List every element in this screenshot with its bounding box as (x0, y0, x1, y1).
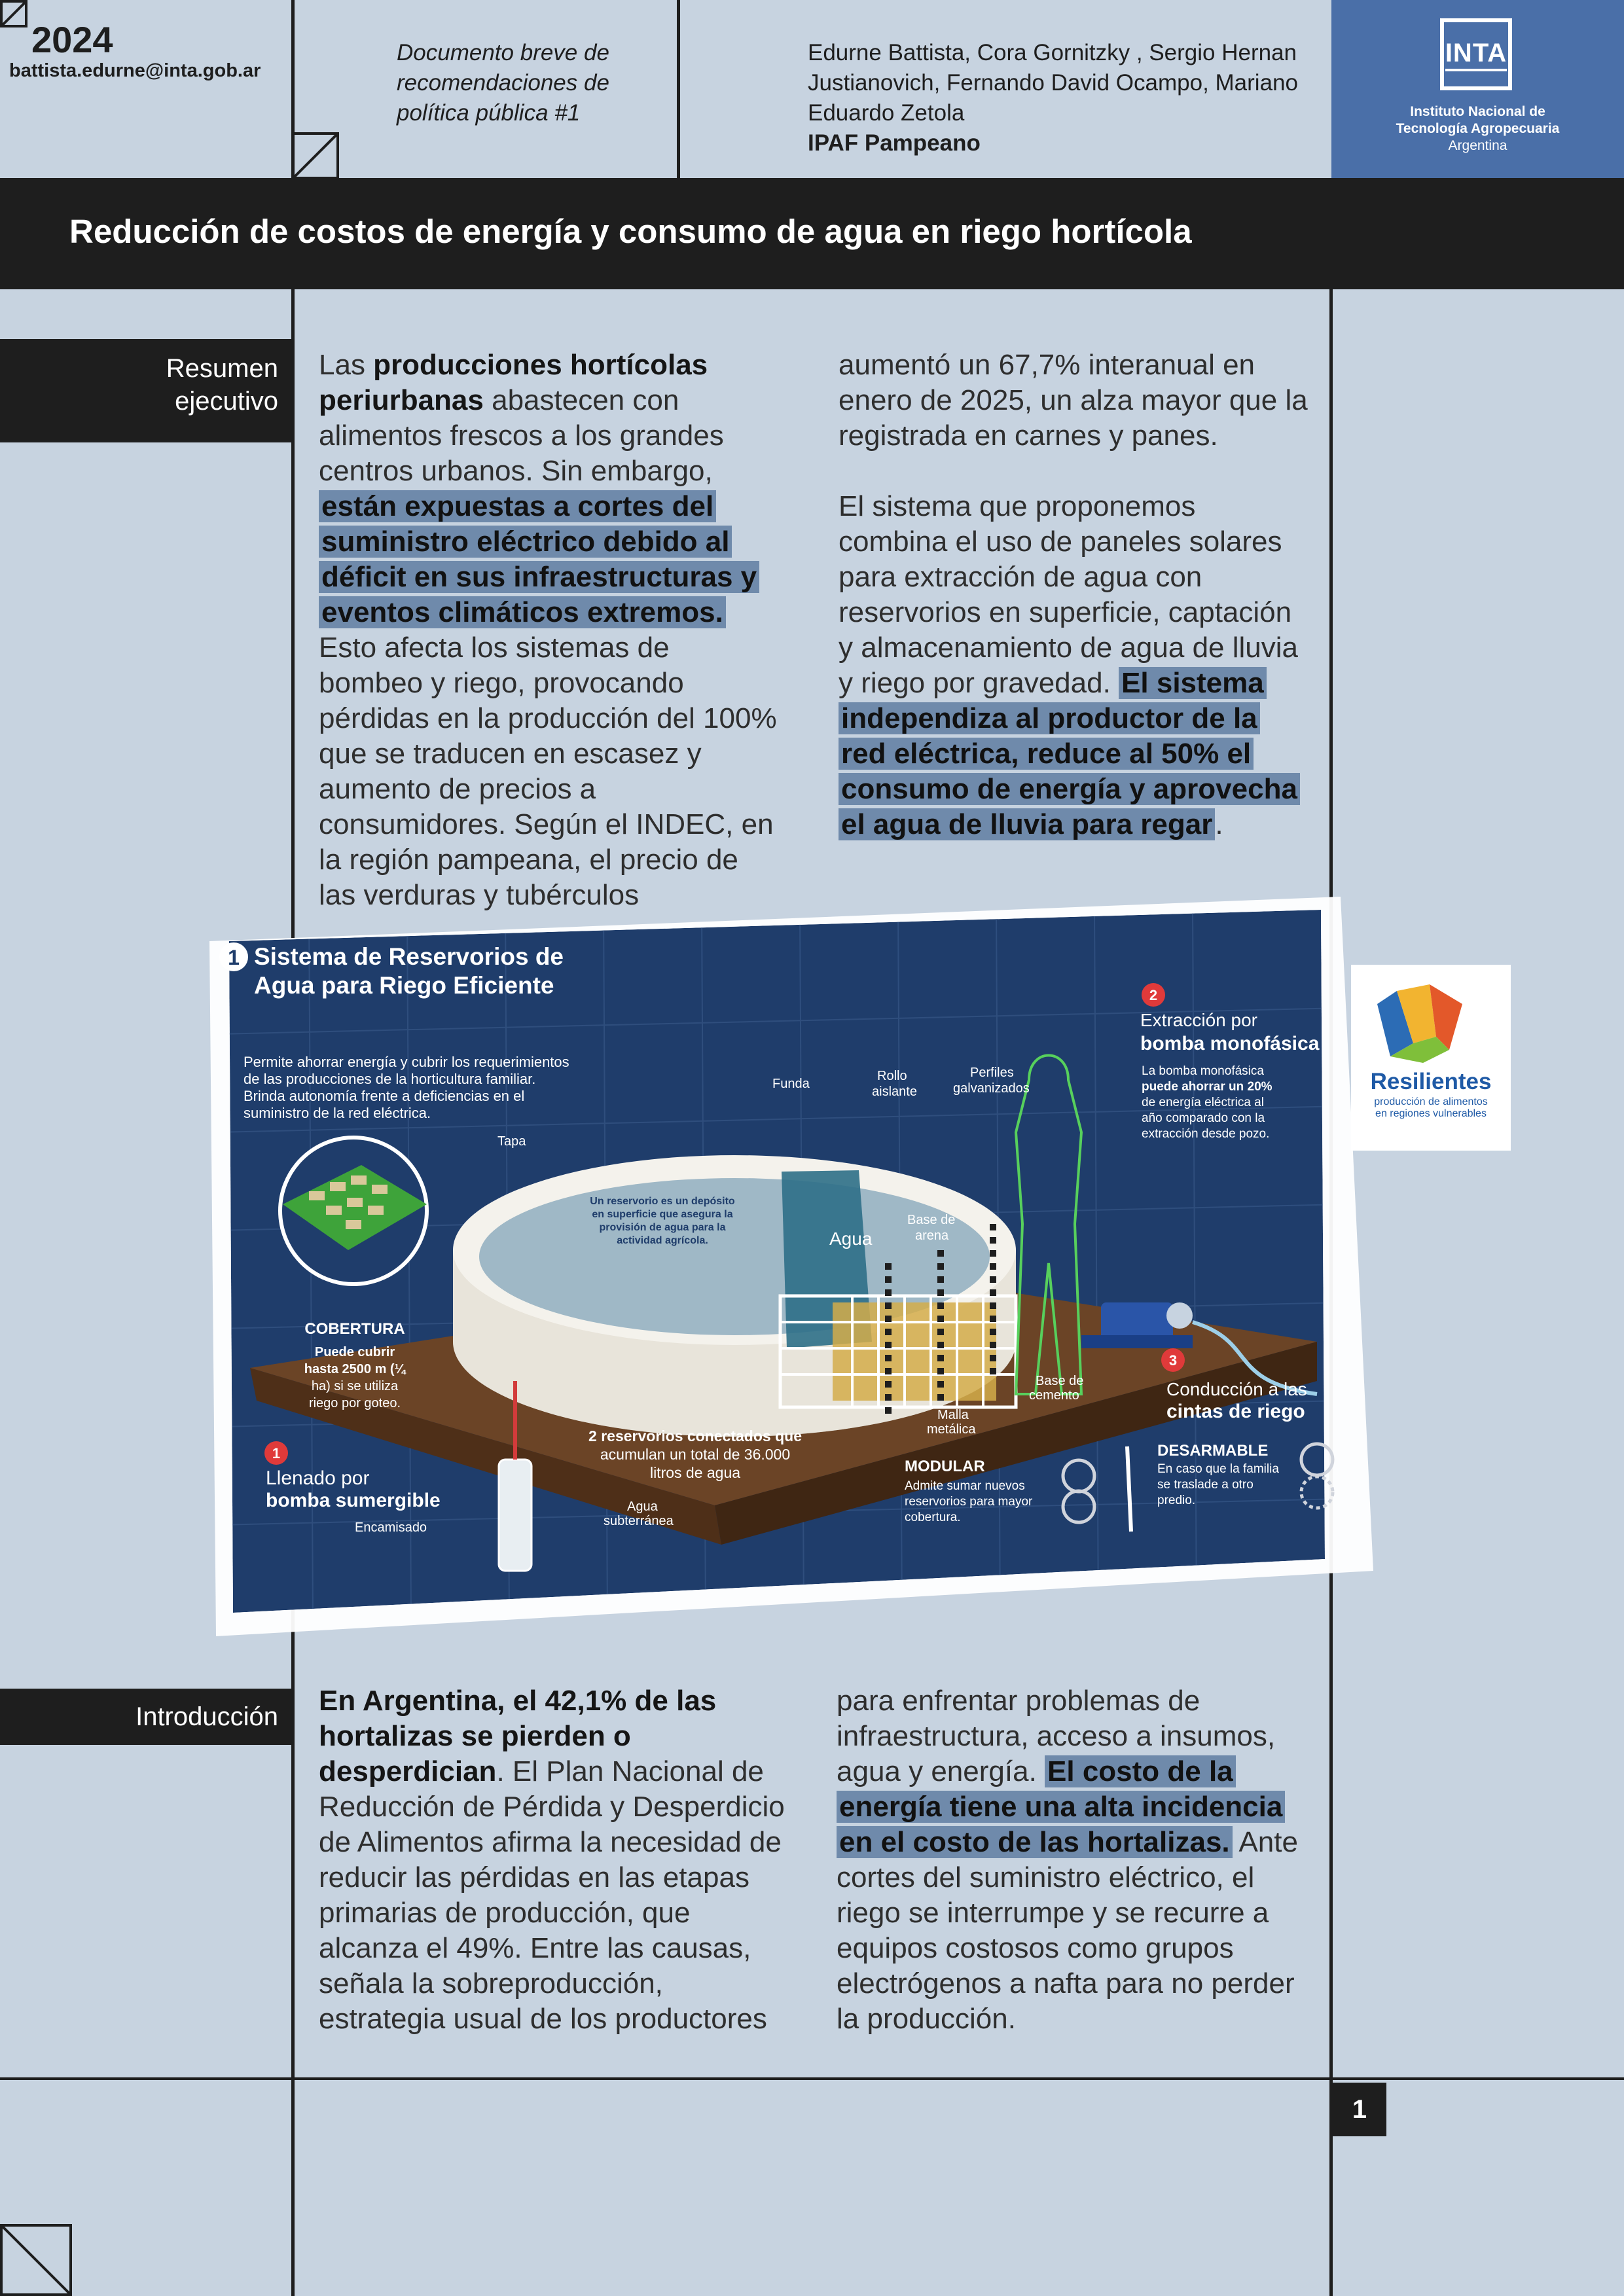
inta-logo-icon: INTA (1440, 18, 1512, 90)
label-extraccion: Extracción por (1140, 1010, 1257, 1030)
label-conduccion: cintas de riego (1166, 1401, 1305, 1422)
conectados-text: 2 reservorios conectados que (588, 1427, 802, 1444)
label-encamisado: Encamisado (355, 1520, 427, 1535)
bold-text: En Argentina, el 42,1% de las hortalizas se pierden o desperdician (319, 1685, 717, 1787)
label-llenado: Llenado por (266, 1467, 370, 1489)
label-base-cemento: cemento (1029, 1388, 1079, 1403)
highlighted-text: están expuestas a cortes del suministro eléctrico debido al déficit en sus infraestructuras y eventos climáticos extremos. (319, 490, 759, 628)
pump-text: La bomba monofásica (1142, 1064, 1264, 1078)
well-icon (499, 1460, 532, 1571)
label-funda: Funda (772, 1077, 810, 1091)
reservoir-definition: actividad agrícola. (617, 1235, 708, 1246)
document-type: Documento breve de recomendaciones de política pública #1 (397, 40, 609, 126)
label-malla: Malla (937, 1408, 969, 1422)
inta-caption: Instituto Nacional de Tecnología Agropecuaria Argentina (1396, 104, 1560, 153)
label-rollo: aislante (872, 1085, 917, 1099)
modular-text: cobertura. (905, 1511, 961, 1524)
label-tapa: Tapa (497, 1134, 526, 1149)
step-number: 2 (1149, 987, 1158, 1003)
reservoir-definition: en superficie que asegura la (592, 1209, 733, 1220)
resumen-column-2 (839, 348, 1310, 842)
title-bar (0, 178, 1624, 289)
infographic-title: Agua para Riego Eficiente (254, 972, 554, 999)
resilientes-logo-icon (1377, 984, 1462, 1063)
body-text: . El Plan Nacional de Reducción de Pérdida y Desperdicio de Alimentos afirma la necesidad de reducir las pérdidas en las etapas primarias de producción, que alcanza el 49%. Entre las causas, señala la sobreproducción, estrategia usual de los productores (319, 1755, 785, 2035)
label-desarmable: DESARMABLE (1157, 1442, 1269, 1460)
label-agua-subterranea: subterránea (604, 1514, 674, 1528)
label-base-arena: arena (915, 1229, 949, 1243)
label-cobertura: COBERTURA (304, 1320, 405, 1338)
label-rollo: Rollo (877, 1069, 907, 1083)
bold-text: producciones hortícolas periurbanas (319, 349, 708, 416)
corner-mark-icon (0, 0, 29, 29)
step-number: 3 (1168, 1352, 1178, 1369)
desarmable-text: se traslade a otro (1157, 1478, 1254, 1492)
resumen-column-1 (319, 348, 777, 913)
step-number: 1 (228, 946, 240, 969)
institute: IPAF Pampeano (808, 130, 981, 156)
label-malla: metálica (927, 1422, 976, 1437)
infographic-description: Permite ahorrar energía y cubrir los requerimientos (244, 1054, 569, 1070)
modular-text: Admite sumar nuevos (905, 1479, 1025, 1493)
frame-divider (677, 0, 680, 178)
intro-column-1 (319, 1683, 790, 2037)
body-text: para enfrentar problemas de infraestructura, acceso a insumos, agua y energía. (837, 1685, 1276, 1787)
label-base-cemento: Base de (1036, 1374, 1084, 1388)
body-text: El sistema que proponemos combina el uso de paneles solares para extracción de agua con reservorios en superficie, captación y almacenamiento de agua de lluvia y riego por gravedad. (839, 490, 1299, 699)
section-label-resumen: Resumen ejecutivo (0, 339, 291, 442)
body-text: Ante cortes del suministro eléctrico, el riego se interrumpe y se recurre a equipos costosos como grupos electrógenos a nafta para no perder la producción. (837, 1826, 1298, 2035)
label-modular: MODULAR (905, 1458, 985, 1475)
cobertura-text: ha) si se utiliza (311, 1379, 399, 1393)
resilientes-logo (1351, 965, 1511, 1151)
page-title: Reducción de costos de energía y consumo de agua en riego hortícola (69, 213, 1192, 250)
authors-block (808, 38, 1331, 158)
conectados-text: litros de agua (649, 1464, 741, 1481)
section-label-introduccion: Introducción (0, 1689, 291, 1745)
corner-mark-icon (292, 132, 340, 179)
resilientes-tagline: producción de alimentos (1374, 1096, 1488, 1107)
intro-column-2 (837, 1683, 1308, 2037)
year: 2024 (31, 19, 113, 60)
body-text: Las (319, 349, 374, 381)
label-extraccion: bomba monofásica (1140, 1033, 1320, 1054)
inta-logo-block (1331, 0, 1624, 178)
label-agua: Agua (829, 1229, 873, 1249)
desarmable-text: predio. (1157, 1494, 1196, 1507)
reservoir-definition: provisión de agua para la (599, 1222, 726, 1233)
resilientes-tagline: en regiones vulnerables (1375, 1108, 1487, 1119)
pump-text: extracción desde pozo. (1142, 1127, 1270, 1141)
resumen-paragraph (839, 489, 1310, 842)
desarmable-text: En caso que la familia (1157, 1462, 1279, 1476)
label-base-arena: Base de (907, 1213, 956, 1227)
label-agua-subterranea: Agua (627, 1499, 658, 1514)
cobertura-text: Puede cubrir (314, 1345, 395, 1359)
author-email[interactable]: battista.edurne@inta.gob.ar (9, 60, 261, 81)
cobertura-text: riego por goteo. (308, 1396, 401, 1410)
label-llenado: bomba sumergible (266, 1490, 441, 1511)
infographic-title: Sistema de Reservorios de (254, 943, 564, 970)
frame-divider (0, 2077, 1624, 2080)
label-perfiles: Perfiles (970, 1066, 1014, 1080)
infographic-description: suministro de la red eléctrica. (244, 1105, 431, 1121)
reservoir-definition: Un reservorio es un depósito (590, 1196, 735, 1207)
highlighted-text: El costo de la energía tiene una alta incidencia en el costo de las hortalizas. (837, 1755, 1285, 1858)
conectados-text: acumulan un total de 36.000 (600, 1446, 791, 1463)
highlighted-text: El sistema independiza al productor de la red eléctrica, reduce al 50% el consumo de energía y aprovecha el agua de lluvia para regar (839, 667, 1300, 840)
body-text: . (1215, 808, 1223, 840)
label-conduccion: Conducción a las (1166, 1379, 1307, 1399)
pump-text: de energía eléctrica al (1142, 1096, 1264, 1109)
resilientes-name: Resilientes (1370, 1069, 1492, 1094)
step-number: 1 (272, 1445, 281, 1462)
modular-text: reservorios para mayor (905, 1495, 1033, 1509)
corner-mark-icon (0, 2224, 73, 2296)
infographic-card (178, 884, 1372, 1636)
pump-text: puede ahorrar un 20% (1142, 1080, 1272, 1094)
authors: Edurne Battista, Cora Gornitzky , Sergio Hernan Justianovich, Fernando David Ocampo, Mariano Eduardo Zetola (808, 40, 1298, 126)
body-text: abastecen con alimentos frescos a los grandes centros urbanos. Sin embargo, (319, 384, 724, 487)
infographic-description: Brinda autonomía frente a deficiencias en el (244, 1088, 525, 1104)
page-number: 1 (1333, 2083, 1386, 2136)
pump-text: año comparado con la (1142, 1111, 1265, 1125)
infographic-description: de las producciones de la horticultura familiar. (244, 1071, 536, 1087)
body-text: Esto afecta los sistemas de bombeo y riego, provocando pérdidas en la producción del 100% que se traducen en escasez y aumento de precios a consumidores. Según el INDEC, en la región pampeana, el precio de las verduras y tubérculos (319, 632, 777, 911)
cobertura-text: hasta 2500 m (¼ (304, 1362, 406, 1376)
label-perfiles: galvanizados (953, 1081, 1030, 1096)
resumen-paragraph: aumentó un 67,7% interanual en enero de 2025, un alza mayor que la registrada en carnes y panes. (839, 349, 1308, 452)
